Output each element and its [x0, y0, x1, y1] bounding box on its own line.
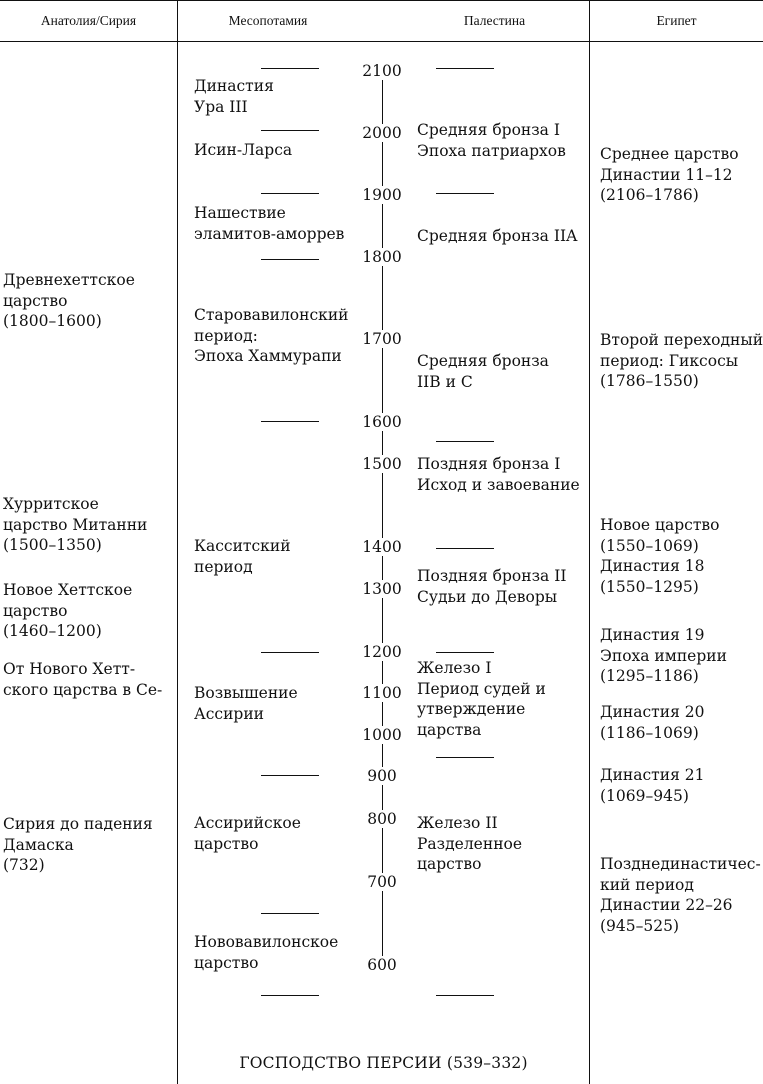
entry-iron-ii — [417, 813, 522, 875]
entry-kassite — [194, 536, 291, 577]
text-line: царство Митанни — [3, 515, 148, 534]
entry-ur-iii — [194, 76, 274, 117]
text-line: Династия 19 — [600, 626, 705, 644]
text-line: Династии 22–26 — [600, 896, 733, 914]
text-line: Нашествие — [194, 204, 286, 222]
text-line: (1550–1069) — [600, 536, 699, 555]
year-label: 2000 — [360, 124, 404, 142]
text-line: (1186–1069) — [600, 723, 699, 742]
entry-assyrian-kingdom — [194, 813, 301, 854]
entry-middle-bronze-iibc — [417, 351, 549, 392]
text-line: Ассирии — [194, 704, 265, 723]
text-line: От Нового Хетт- — [3, 660, 136, 678]
year-label: 1300 — [360, 580, 404, 598]
text-line: кий период — [600, 875, 694, 894]
tick-meso-1800 — [261, 259, 319, 260]
top-border — [0, 0, 763, 1]
text-line: Сирия до падения — [3, 815, 153, 833]
text-line: Касситский — [194, 537, 291, 555]
entry-old-hittite — [3, 270, 135, 332]
year-label: 1600 — [360, 413, 404, 431]
text-line: Новое Хеттское — [3, 581, 133, 599]
text-line: (2106–1786) — [600, 186, 699, 204]
tick-pal-1200 — [436, 652, 494, 653]
entry-iron-i — [417, 658, 546, 740]
text-line: царство — [194, 834, 259, 853]
text-line: Разделенное — [417, 834, 523, 853]
entry-syria-damascus — [3, 814, 153, 876]
text-line: Династия 21 — [600, 766, 705, 784]
text-line: Ассирийское — [194, 814, 301, 832]
tick-meso-2000 — [261, 130, 319, 131]
entry-isin-larsa — [194, 140, 292, 161]
entry-late-period — [600, 854, 761, 936]
entry-new-hittite — [3, 580, 132, 642]
text-line: Поздняя бронза II — [417, 567, 567, 585]
column-divider-1 — [177, 0, 178, 1084]
text-line: Позднединастичес- — [600, 855, 761, 873]
tick-meso-900 — [261, 775, 319, 776]
text-line: Новое царство — [600, 516, 720, 534]
entry-middle-kingdom — [600, 144, 739, 206]
entry-new-kingdom — [600, 515, 719, 597]
text-line: Эпоха патриархов — [417, 141, 566, 160]
year-label: 600 — [360, 956, 404, 974]
text-line: Нововавилонское — [194, 933, 339, 951]
entry-dynasty-21 — [600, 765, 705, 806]
year-label: 1200 — [360, 643, 404, 661]
year-label: 2100 — [360, 62, 404, 80]
text-line: Средняя бронза IIA — [417, 227, 578, 245]
text-line: Древнехеттское — [3, 271, 135, 289]
tick-pal-1400 — [436, 548, 494, 549]
text-line: Исход и завоевание — [417, 475, 580, 494]
year-label: 1700 — [360, 330, 404, 348]
text-line: Судьи до Деворы — [417, 587, 558, 606]
tick-meso-1600 — [261, 421, 319, 422]
text-line: Эпоха империи — [600, 646, 727, 665]
text-line: Возвышение — [194, 684, 298, 702]
column-divider-2 — [589, 0, 590, 1084]
text-line: (1500–1350) — [3, 536, 102, 554]
text-line: Старовавилонский — [194, 306, 349, 324]
year-label: 900 — [360, 767, 404, 785]
text-line: Династия 20 — [600, 703, 705, 721]
text-line: Дамаска — [3, 835, 74, 854]
text-line: царство — [194, 953, 259, 972]
text-line: Ура III — [194, 97, 248, 116]
text-line: период: — [194, 326, 258, 345]
tick-meso-1900 — [261, 193, 319, 194]
header-palestine: Палестина — [463, 13, 526, 28]
header-anatolia: Анатолия/Сирия — [40, 13, 137, 28]
year-label: 700 — [360, 873, 404, 891]
year-label: 1000 — [360, 726, 404, 744]
text-line: Железо II — [417, 814, 498, 832]
entry-middle-bronze-i — [417, 120, 566, 161]
tick-pal-950 — [436, 757, 494, 758]
entry-neo-babylonian — [194, 932, 338, 973]
header-bottom-border — [0, 41, 763, 42]
text-line: Средняя бронза I — [417, 121, 560, 139]
tick-pal-2100 — [436, 68, 494, 69]
tick-pal-1900 — [436, 193, 494, 194]
text-line: Династия 18 — [600, 557, 705, 575]
text-line: Исин-Ларса — [194, 141, 293, 159]
year-label: 800 — [360, 810, 404, 828]
text-line: (1550–1295) — [600, 577, 699, 596]
text-line: утверждение — [417, 700, 526, 718]
entry-second-intermediate — [600, 330, 763, 392]
text-line: царства — [417, 720, 482, 739]
text-line: Период судей и — [417, 679, 546, 698]
year-label: 1800 — [360, 248, 404, 266]
tick-meso-650 — [261, 913, 319, 914]
text-line: Династии 11–12 — [600, 165, 733, 184]
tick-pal-end — [436, 995, 494, 996]
entry-elamite-amorite-invasion — [194, 203, 344, 244]
entry-dynasty-20 — [600, 702, 705, 743]
entry-rise-of-assyria — [194, 683, 298, 724]
entry-late-bronze-ii — [417, 566, 566, 607]
text-line: Второй переходный — [600, 331, 763, 349]
text-line: (1460–1200) — [3, 622, 102, 640]
header-egypt: Египет — [656, 13, 697, 28]
text-line: (732) — [3, 856, 45, 874]
text-line: Эпоха Хаммурапи — [194, 347, 342, 365]
entry-hurrian-mitanni — [3, 494, 147, 556]
entry-middle-bronze-iia — [417, 226, 577, 247]
text-line: IIB и C — [417, 372, 473, 391]
text-line: (1069–945) — [600, 786, 689, 805]
text-line: Династия — [194, 77, 274, 95]
year-label: 1400 — [360, 538, 404, 556]
text-line: царство — [3, 291, 68, 310]
text-line: Железо I — [417, 659, 492, 677]
text-line: царство — [417, 855, 482, 873]
text-line: (1800–1600) — [3, 312, 102, 330]
text-line: эламитов-аморрев — [194, 224, 345, 243]
text-line: (1786–1550) — [600, 372, 699, 390]
tick-meso-1200 — [261, 652, 319, 653]
text-line: ского царства в Се- — [3, 680, 163, 699]
text-line: Поздняя бронза I — [417, 455, 561, 473]
year-label: 1100 — [360, 684, 404, 702]
tick-meso-2100 — [261, 68, 319, 69]
year-label: 1500 — [360, 455, 404, 473]
entry-dynasty-19 — [600, 625, 727, 687]
persian-domination-caption: ГОСПОДСТВО ПЕРСИИ (539–332) — [239, 1054, 528, 1072]
text-line: царство — [3, 601, 68, 620]
tick-pal-1550 — [436, 441, 494, 442]
text-line: (945–525) — [600, 916, 680, 935]
entry-old-babylonian — [194, 305, 349, 367]
entry-from-new-hittite — [3, 659, 162, 700]
header-mesopotamia: Месопотамия — [228, 13, 308, 28]
text-line: Среднее царство — [600, 145, 739, 163]
text-line: период: Гиксосы — [600, 351, 739, 370]
tick-meso-end — [261, 995, 319, 996]
text-line: Хурритское — [3, 495, 99, 513]
text-line: период — [194, 557, 253, 576]
text-line: Средняя бронза — [417, 352, 549, 370]
text-line: (1295–1186) — [600, 667, 699, 685]
year-label: 1900 — [360, 186, 404, 204]
entry-late-bronze-i — [417, 454, 580, 495]
